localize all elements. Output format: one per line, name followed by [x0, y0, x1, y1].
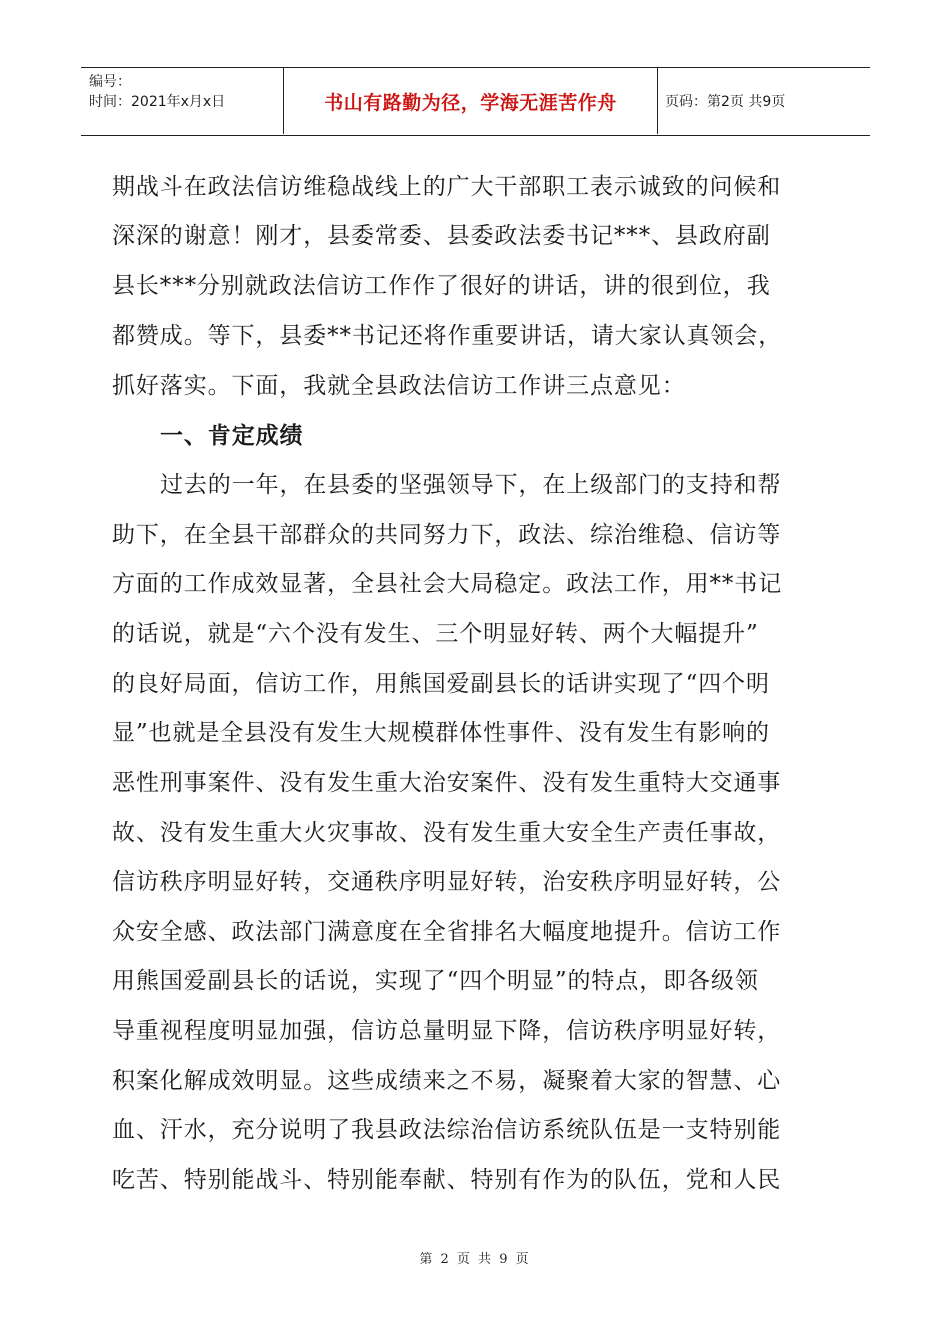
- body-line: 的话说，就是“六个没有发生、三个明显好转、两个大幅提升”: [112, 621, 759, 647]
- header-meta: [81, 68, 283, 134]
- body-line: 众安全感、政法部门满意度在全省排名大幅度地提升。信访工作: [112, 919, 782, 945]
- body-line: 吃苦、特别能战斗、特别能奉献、特别有作为的队伍，党和人民: [112, 1167, 782, 1193]
- body-line: 都赞成。等下，县委**书记还将作重要讲话，请大家认真领会，: [112, 323, 783, 349]
- body-line: 导重视程度明显加强，信访总量明显下降，信访秩序明显好转，: [112, 1018, 782, 1044]
- body-line: 方面的工作成效显著，全县社会大局稳定。政法工作，用**书记: [112, 571, 783, 597]
- body-line: 血、汗水，充分说明了我县政法综治信访系统队伍是一支特别能: [112, 1117, 782, 1143]
- body-line: 恶性刑事案件、没有发生重大治安案件、没有发生重特大交通事: [112, 770, 782, 796]
- body-line: 助下，在全县干部群众的共同努力下，政法、综治维稳、信访等: [112, 522, 782, 548]
- document-header: [81, 67, 870, 136]
- body-line: 过去的一年，在县委的坚强领导下，在上级部门的支持和帮: [160, 472, 782, 498]
- body-line: 抓好落实。下面，我就全县政法信访工作讲三点意见：: [112, 373, 686, 399]
- section-heading: 一、肯定成绩: [160, 423, 304, 449]
- time-label: 时间：2021年x月x日: [89, 94, 226, 110]
- body-line: 积案化解成效明显。这些成绩来之不易，凝聚着大家的智慧、心: [112, 1068, 782, 1094]
- page-footer: 第 2 页 共 9 页: [419, 1252, 531, 1267]
- header-page-info: 页码：第2页 共9页: [665, 94, 786, 110]
- number-label: 编号：: [89, 74, 131, 90]
- body-line: 的良好局面，信访工作，用熊国爱副县长的话讲实现了“四个明: [112, 671, 770, 697]
- body-line: 显”也就是全县没有发生大规模群体性事件、没有发生有影响的: [112, 720, 770, 746]
- body-line: 县长***分别就政法信访工作作了很好的讲话，讲的很到位，我: [112, 273, 771, 299]
- body-line: 用熊国爱副县长的话说，实现了“四个明显”的特点，即各级领: [112, 968, 759, 994]
- body-line: 故、没有发生重大火灾事故、没有发生重大安全生产责任事故，: [112, 820, 782, 846]
- body-line: 信访秩序明显好转，交通秩序明显好转，治安秩序明显好转，公: [112, 869, 782, 895]
- header-divider: [657, 68, 658, 134]
- body-line: 期战斗在政法信访维稳战线上的广大干部职工表示诚致的问候和: [112, 174, 782, 200]
- header-motto: 书山有路勤为径，学海无涯苦作舟: [324, 91, 617, 114]
- body-line: 深深的谢意！刚才，县委常委、县委政法委书记***、县政府副: [112, 223, 771, 249]
